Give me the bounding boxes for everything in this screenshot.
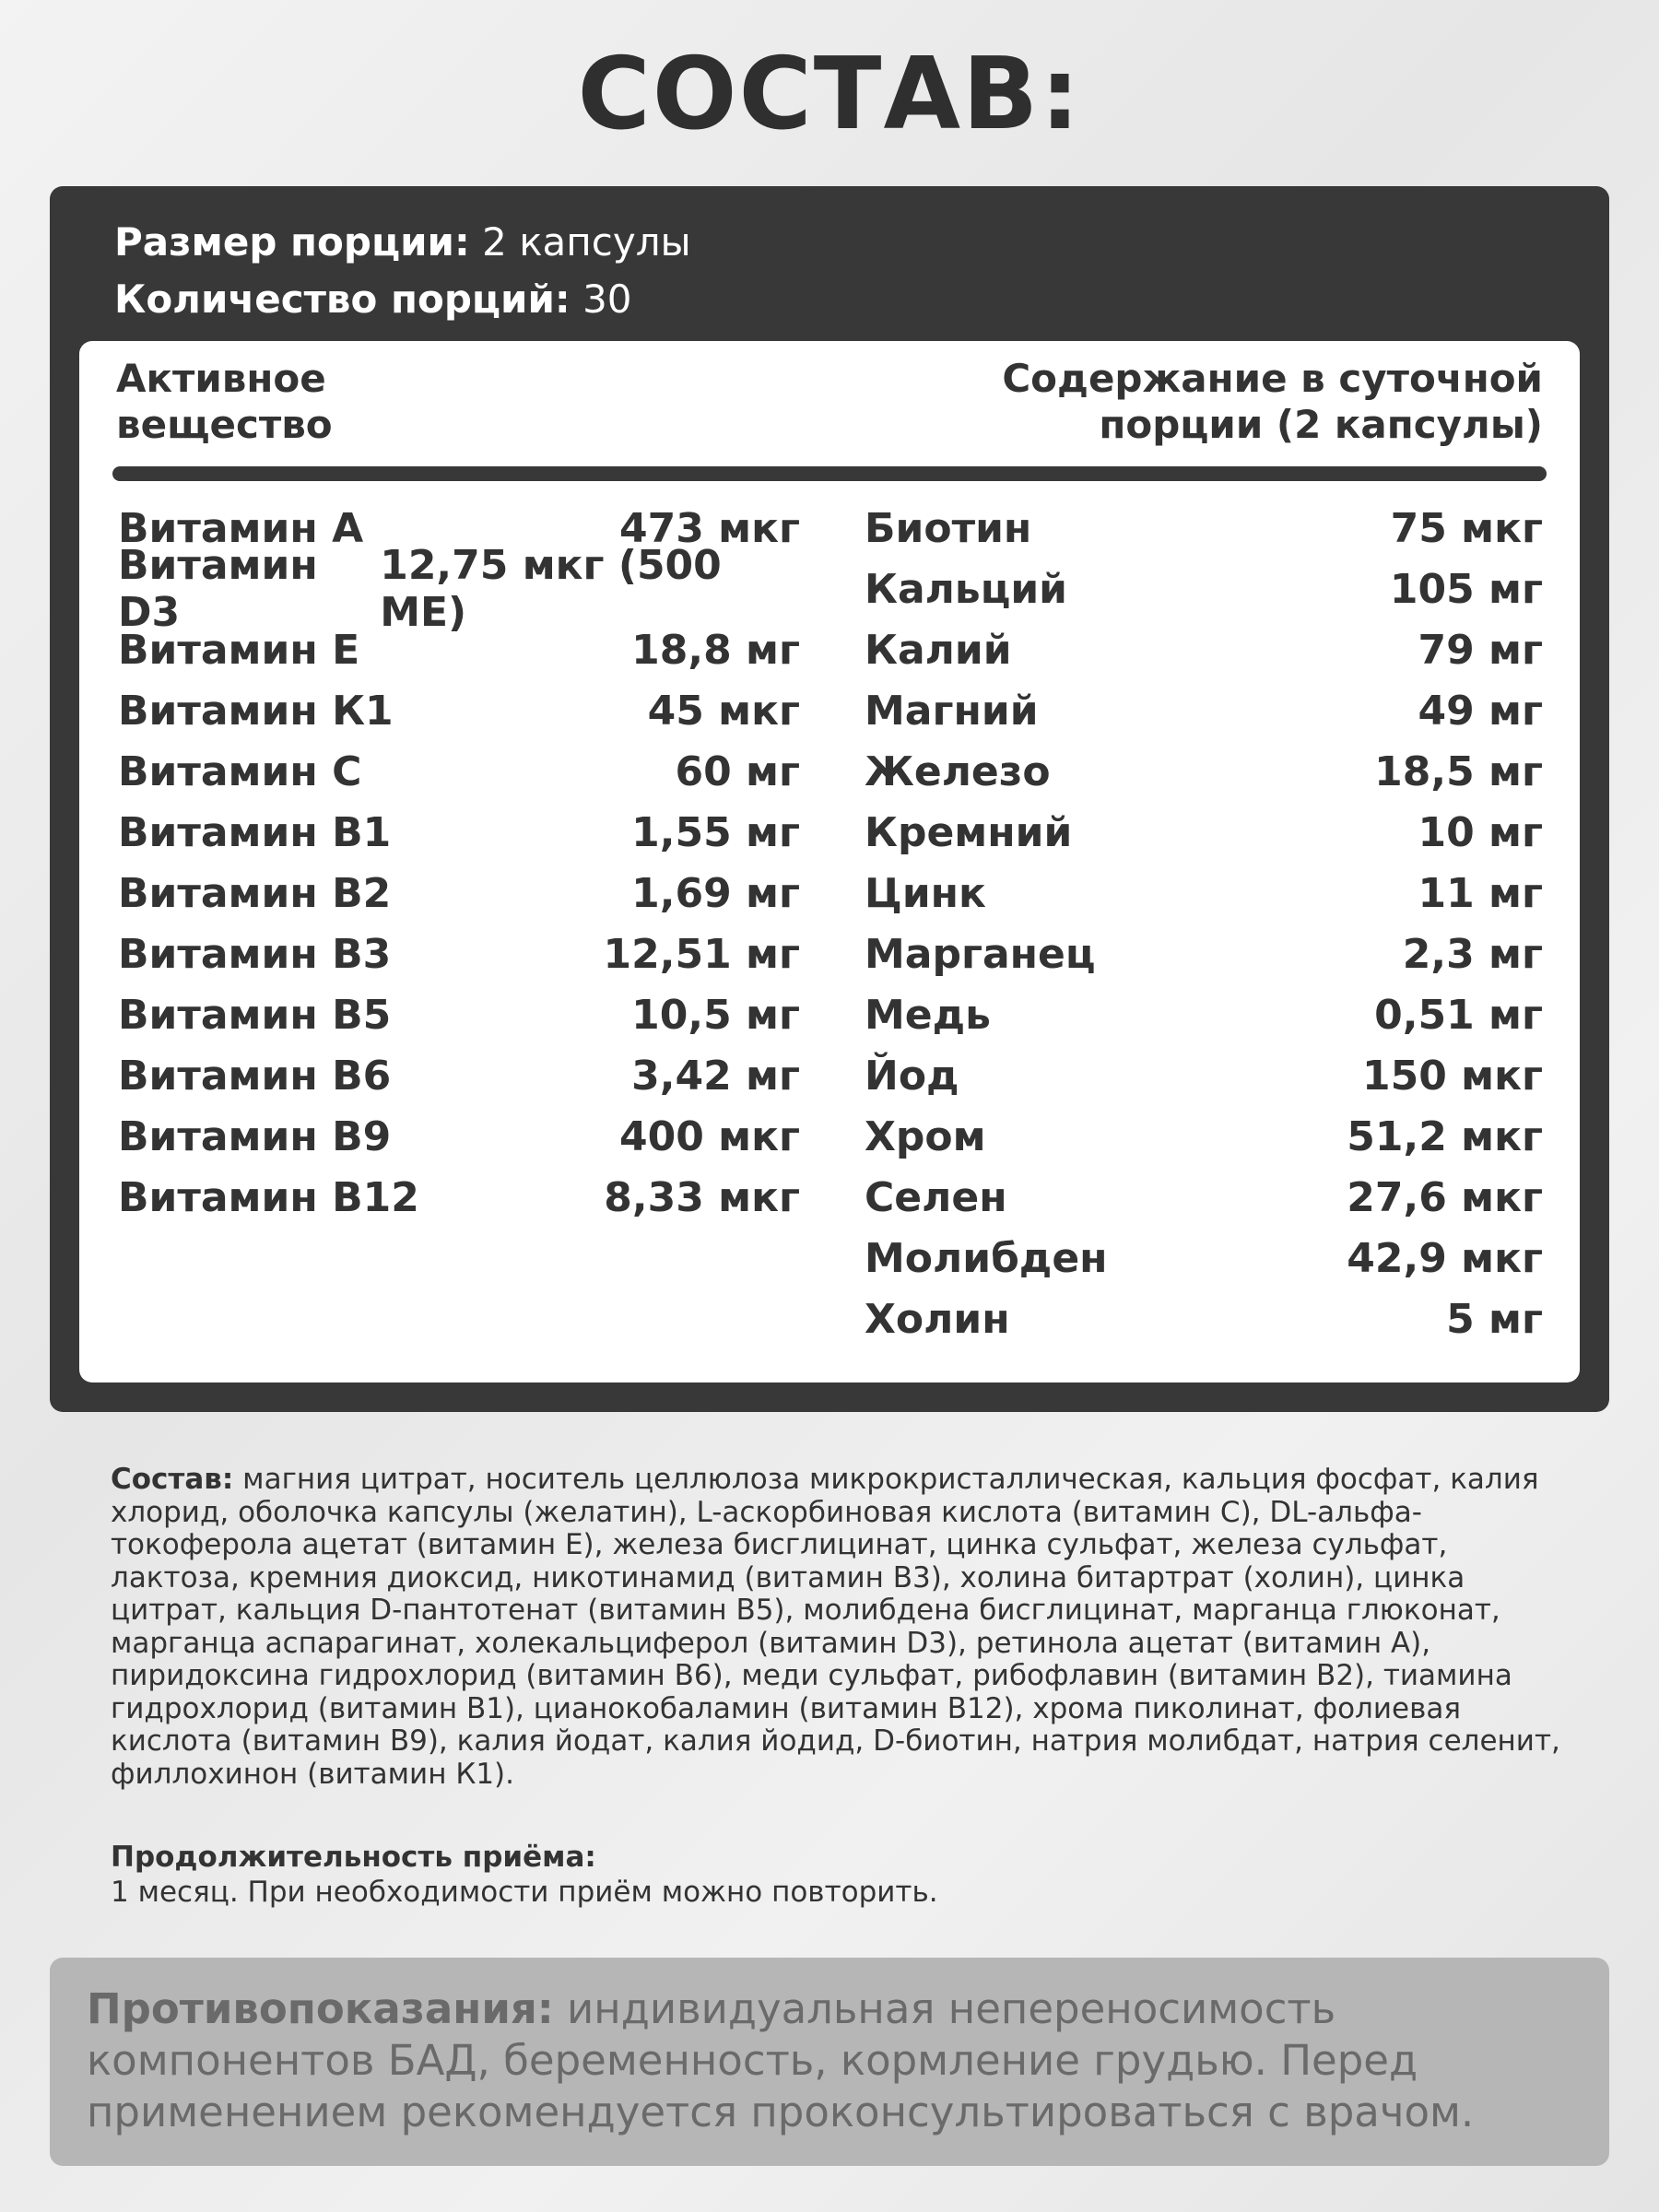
table-row — [865, 924, 1543, 984]
serving-info — [114, 214, 691, 328]
ingredient-name: Витамин В3 — [118, 930, 392, 978]
ingredient-value: 18,8 мг — [631, 626, 800, 674]
serving-size-value: 2 капсулы — [469, 219, 691, 265]
nutrition-panel — [50, 186, 1609, 1412]
ingredient-name: Биотин — [865, 504, 1032, 552]
page-title: СОСТАВ: — [577, 37, 1082, 152]
serving-size-label: Размер порции: — [114, 219, 470, 265]
ingredient-name: Витамин В2 — [118, 869, 392, 917]
table-row — [865, 863, 1543, 924]
ingredient-name: Витамин Е — [118, 626, 360, 674]
ingredient-value: 11 мг — [1418, 869, 1543, 917]
table-row — [118, 1167, 800, 1228]
ingredient-name: Витамин В1 — [118, 808, 392, 856]
serving-size — [114, 214, 691, 271]
serving-count — [114, 271, 691, 328]
table-row — [118, 924, 800, 984]
ingredient-value: 10,5 мг — [631, 991, 800, 1039]
minerals-column — [865, 498, 1543, 1349]
ingredient-value: 45 мкг — [647, 687, 800, 735]
ingredient-value: 60 мг — [675, 747, 800, 795]
table-row — [865, 498, 1543, 559]
ingredient-value: 8,33 мкг — [604, 1173, 800, 1221]
ingredient-name: Селен — [865, 1173, 1007, 1221]
ingredient-value: 3,42 мг — [631, 1052, 800, 1100]
table-row — [865, 802, 1543, 863]
ingredient-name: Холин — [865, 1295, 1010, 1343]
ingredient-value: 473 мкг — [619, 504, 800, 552]
table-row — [118, 741, 800, 802]
table-row — [118, 984, 800, 1045]
table-row — [865, 1228, 1543, 1288]
table-row — [865, 1045, 1543, 1106]
ingredient-value: 150 мкг — [1362, 1052, 1543, 1100]
contraindications-body: индивидуальная непереносимость компонентов БАД, беременность, кормление грудью. Перед применением рекомендуется проконсультироваться с врачом. — [87, 1984, 1475, 2136]
ingredient-value: 49 мг — [1418, 687, 1543, 735]
table-row — [865, 680, 1543, 741]
ingredient-value: 0,51 мг — [1374, 991, 1543, 1039]
ingredient-name: Витамин В9 — [118, 1112, 392, 1160]
ingredient-value: 75 мкг — [1390, 504, 1543, 552]
ingredient-name: Марганец — [865, 930, 1096, 978]
table-row — [865, 1106, 1543, 1167]
ingredient-name: Витамин В5 — [118, 991, 392, 1039]
ingredient-value: 18,5 мг — [1374, 747, 1543, 795]
ingredient-name: Витамин С — [118, 747, 362, 795]
ingredient-value: 1,55 мг — [631, 808, 800, 856]
ingredient-name: Железо — [865, 747, 1051, 795]
ingredient-value: 12,51 мг — [603, 930, 800, 978]
ingredient-value: 51,2 мкг — [1347, 1112, 1543, 1160]
composition-label: Состав: — [111, 1463, 234, 1496]
duration-section — [111, 1840, 1585, 1910]
header-active-substance: Активное вещество — [116, 356, 333, 447]
ingredient-name: Магний — [865, 687, 1039, 735]
serving-count-label: Количество порций: — [114, 276, 571, 322]
duration-label: Продолжительность приёма: — [111, 1841, 596, 1874]
ingredient-value: 400 мкг — [619, 1112, 800, 1160]
header-daily-content: Содержание в суточной порции (2 капсулы) — [1002, 356, 1543, 447]
ingredient-value: 79 мг — [1418, 626, 1543, 674]
table-row — [118, 542, 800, 636]
table-row — [118, 802, 800, 863]
table-row — [118, 1106, 800, 1167]
table-row — [118, 680, 800, 741]
ingredient-value: 1,69 мг — [631, 869, 800, 917]
table-row — [865, 1288, 1543, 1349]
ingredient-value: 105 мг — [1389, 565, 1543, 613]
composition-text — [111, 1464, 1585, 1791]
table-row — [865, 619, 1543, 680]
ingredient-name: Витамин В6 — [118, 1052, 392, 1100]
table-row — [865, 1167, 1543, 1228]
ingredient-value: 42,9 мкг — [1347, 1234, 1543, 1282]
ingredient-name: Кремний — [865, 808, 1073, 856]
ingredient-name: Калий — [865, 626, 1012, 674]
ingredient-name: Хром — [865, 1112, 986, 1160]
table-row — [865, 984, 1543, 1045]
ingredient-name: Йод — [865, 1052, 959, 1100]
ingredient-name: Витамин В12 — [118, 1173, 419, 1221]
vitamins-column — [118, 498, 800, 1228]
duration-body: 1 месяц. При необходимости приём можно повторить. — [111, 1876, 938, 1909]
ingredient-name: Кальций — [865, 565, 1067, 613]
contraindications-box — [50, 1958, 1609, 2166]
ingredients-table — [79, 341, 1580, 1382]
table-row — [118, 1045, 800, 1106]
ingredient-name: Медь — [865, 991, 991, 1039]
table-row — [118, 863, 800, 924]
ingredient-value: 12,75 мкг (500 МЕ) — [380, 542, 722, 636]
contraindications-label: Противопоказания: — [87, 1984, 554, 2033]
ingredient-name: Цинк — [865, 869, 986, 917]
ingredient-name: Витамин D3 — [118, 542, 318, 636]
composition-body: магния цитрат, носитель целлюлоза микрокристаллическая, кальция фосфат, калия хлорид, оболочка капсулы (желатин), L-аскорбиновая кислота (витамин С), DL-альфа-токоферола ацетат (витамин Е), железа бисглицинат, цинка сульфат, железа сульфат, лактоза, кремния диоксид, никотинамид (витамин В3), холина битартрат (холин), цинка цитрат, кальция D-пантотенат (витамин В5), молибдена бисглицинат, марганца глюконат, марганца аспарагинат, холекальциферол (витамин D3), ретинола ацетат (витамин А), пиридоксина гидрохлорид (витамин В6), меди сульфат, рибофлавин (витамин В2), тиамина гидрохлорид (витамин В1), цианокобаламин (витамин В12), хрома пиколинат, фолиевая кислота (витамин В9), калия йодат, калия йодид, D-биотин, натрия молибдат, натрия селенит, филлохинон (витамин К1). — [111, 1463, 1560, 1791]
ingredient-name: Витамин К1 — [118, 687, 394, 735]
header-divider — [112, 466, 1547, 481]
serving-count-value: 30 — [570, 276, 632, 322]
contraindications-text — [87, 1983, 1580, 2138]
table-row — [865, 741, 1543, 802]
ingredient-value: 2,3 мг — [1402, 930, 1543, 978]
ingredient-value: 5 мг — [1446, 1295, 1543, 1343]
ingredient-name: Молибден — [865, 1234, 1108, 1282]
ingredient-name: Витамин А — [118, 504, 364, 552]
table-row — [865, 559, 1543, 619]
ingredient-value: 27,6 мкг — [1347, 1173, 1543, 1221]
ingredient-value: 10 мг — [1418, 808, 1543, 856]
